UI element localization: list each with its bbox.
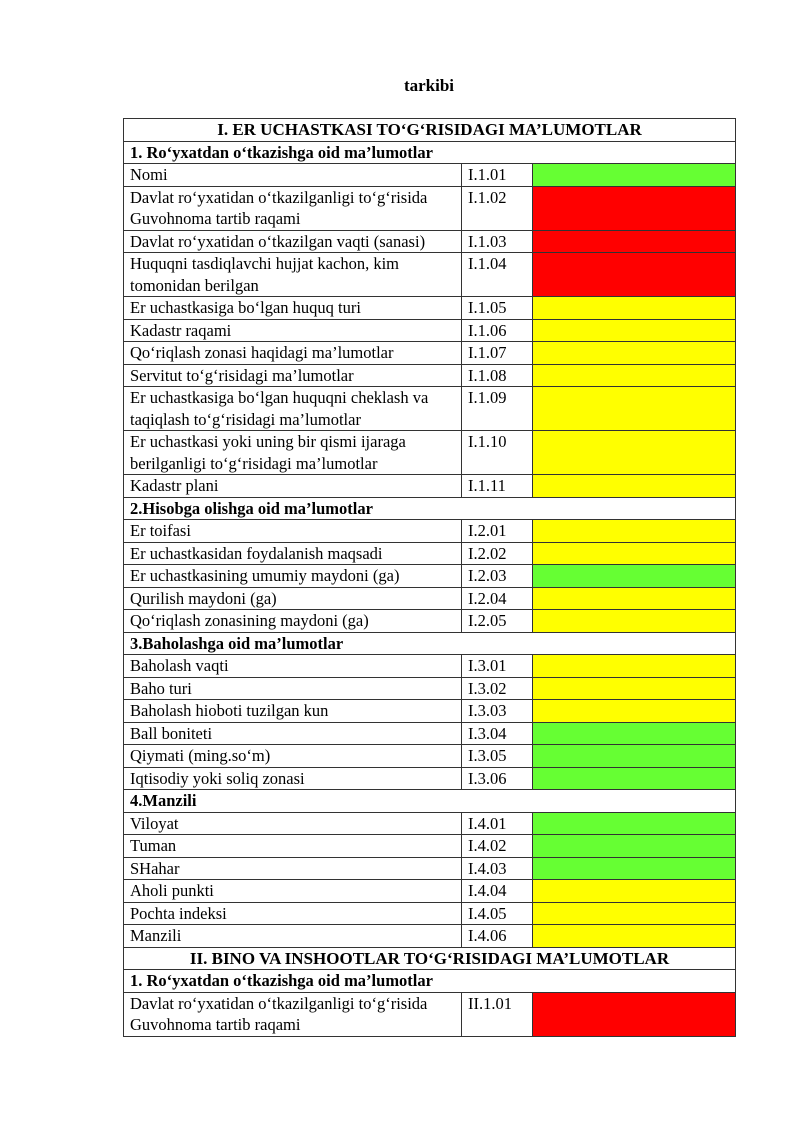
table-row bbox=[124, 610, 736, 633]
table-body bbox=[124, 119, 736, 1037]
section-heading: 3.Baholashga oid ma’lumotlar bbox=[124, 632, 736, 655]
field-name: Er uchastkasining umumiy maydoni (ga) bbox=[124, 565, 462, 588]
field-code: I.1.07 bbox=[462, 342, 533, 365]
table-row bbox=[124, 565, 736, 588]
status-color-cell bbox=[533, 364, 736, 387]
field-name: Qo‘riqlash zonasi haqidagi ma’lumotlar bbox=[124, 342, 462, 365]
section-heading-row bbox=[124, 970, 736, 993]
data-fields-table bbox=[123, 118, 736, 1037]
status-color-cell bbox=[533, 700, 736, 723]
status-color-cell bbox=[533, 745, 736, 768]
field-code: I.1.05 bbox=[462, 297, 533, 320]
section-heading: 2.Hisobga olishga oid ma’lumotlar bbox=[124, 497, 736, 520]
field-name: Huquqni tasdiqlavchi hujjat kachon, kim tomonidan berilgan bbox=[124, 253, 462, 297]
section-heading: 1. Ro‘yxatdan o‘tkazishga oid ma’lumotlar bbox=[124, 141, 736, 164]
field-code: I.1.03 bbox=[462, 230, 533, 253]
status-color-cell bbox=[533, 431, 736, 475]
status-color-cell bbox=[533, 655, 736, 678]
status-color-cell bbox=[533, 677, 736, 700]
field-name: Davlat ro‘yxatidan o‘tkazilganligi to‘g‘risida Guvohnoma tartib raqami bbox=[124, 186, 462, 230]
field-code: I.2.03 bbox=[462, 565, 533, 588]
table-row bbox=[124, 992, 736, 1036]
field-name: Er uchastkasidan foydalanish maqsadi bbox=[124, 542, 462, 565]
field-name: Baho turi bbox=[124, 677, 462, 700]
table-row bbox=[124, 319, 736, 342]
part-heading-row bbox=[124, 119, 736, 142]
field-name: Iqtisodiy yoki soliq zonasi bbox=[124, 767, 462, 790]
table-row bbox=[124, 587, 736, 610]
field-code: I.4.02 bbox=[462, 835, 533, 858]
field-name: SHahar bbox=[124, 857, 462, 880]
table-row bbox=[124, 230, 736, 253]
part-heading-row bbox=[124, 947, 736, 970]
section-heading-row bbox=[124, 497, 736, 520]
status-color-cell bbox=[533, 542, 736, 565]
field-name: Ball boniteti bbox=[124, 722, 462, 745]
table-row bbox=[124, 925, 736, 948]
field-code: I.4.01 bbox=[462, 812, 533, 835]
status-color-cell bbox=[533, 587, 736, 610]
field-name: Davlat ro‘yxatidan o‘tkazilgan vaqti (sanasi) bbox=[124, 230, 462, 253]
table-row bbox=[124, 164, 736, 187]
status-color-cell bbox=[533, 812, 736, 835]
field-name: Tuman bbox=[124, 835, 462, 858]
field-name: Baholash hioboti tuzilgan kun bbox=[124, 700, 462, 723]
field-code: I.3.02 bbox=[462, 677, 533, 700]
field-name: Baholash vaqti bbox=[124, 655, 462, 678]
field-code: I.1.06 bbox=[462, 319, 533, 342]
table-row bbox=[124, 745, 736, 768]
field-name: Qo‘riqlash zonasining maydoni (ga) bbox=[124, 610, 462, 633]
field-name: Manzili bbox=[124, 925, 462, 948]
status-color-cell bbox=[533, 767, 736, 790]
section-heading: 4.Manzili bbox=[124, 790, 736, 813]
field-code: I.1.04 bbox=[462, 253, 533, 297]
table-row bbox=[124, 902, 736, 925]
table-row bbox=[124, 767, 736, 790]
field-code: I.4.06 bbox=[462, 925, 533, 948]
field-name: Aholi punkti bbox=[124, 880, 462, 903]
field-name: Qurilish maydoni (ga) bbox=[124, 587, 462, 610]
status-color-cell bbox=[533, 319, 736, 342]
section-heading-row bbox=[124, 141, 736, 164]
field-code: I.4.05 bbox=[462, 902, 533, 925]
table-row bbox=[124, 722, 736, 745]
part-heading: I. ER UCHASTKASI TO‘G‘RISIDAGI MA’LUMOTLAR bbox=[124, 119, 736, 142]
table-row bbox=[124, 880, 736, 903]
status-color-cell bbox=[533, 520, 736, 543]
field-code: I.4.04 bbox=[462, 880, 533, 903]
status-color-cell bbox=[533, 992, 736, 1036]
field-code: I.2.05 bbox=[462, 610, 533, 633]
table-row bbox=[124, 655, 736, 678]
field-code: I.1.01 bbox=[462, 164, 533, 187]
table-row bbox=[124, 677, 736, 700]
table-row bbox=[124, 431, 736, 475]
part-heading: II. BINO VA INSHOOTLAR TO‘G‘RISIDAGI MA’LUMOTLAR bbox=[124, 947, 736, 970]
status-color-cell bbox=[533, 164, 736, 187]
status-color-cell bbox=[533, 610, 736, 633]
field-code: I.2.01 bbox=[462, 520, 533, 543]
field-name: Davlat ro‘yxatidan o‘tkazilganligi to‘g‘risida Guvohnoma tartib raqami bbox=[124, 992, 462, 1036]
status-color-cell bbox=[533, 297, 736, 320]
status-color-cell bbox=[533, 857, 736, 880]
table-row bbox=[124, 297, 736, 320]
field-name: Viloyat bbox=[124, 812, 462, 835]
table-row bbox=[124, 857, 736, 880]
status-color-cell bbox=[533, 475, 736, 498]
section-heading-row bbox=[124, 790, 736, 813]
section-heading-row bbox=[124, 632, 736, 655]
field-name: Er toifasi bbox=[124, 520, 462, 543]
table-row bbox=[124, 812, 736, 835]
status-color-cell bbox=[533, 342, 736, 365]
status-color-cell bbox=[533, 565, 736, 588]
field-code: I.3.01 bbox=[462, 655, 533, 678]
field-name: Er uchastkasi yoki uning bir qismi ijaraga berilganligi to‘g‘risidagi ma’lumotlar bbox=[124, 431, 462, 475]
table-row bbox=[124, 342, 736, 365]
table-row bbox=[124, 186, 736, 230]
page-title: tarkibi bbox=[403, 76, 455, 95]
field-code: I.3.06 bbox=[462, 767, 533, 790]
table-row bbox=[124, 253, 736, 297]
status-color-cell bbox=[533, 253, 736, 297]
table-row bbox=[124, 520, 736, 543]
field-name: Nomi bbox=[124, 164, 462, 187]
field-name: Kadastr raqami bbox=[124, 319, 462, 342]
status-color-cell bbox=[533, 230, 736, 253]
table-row bbox=[124, 835, 736, 858]
table-row bbox=[124, 542, 736, 565]
status-color-cell bbox=[533, 925, 736, 948]
status-color-cell bbox=[533, 902, 736, 925]
field-name: Kadastr plani bbox=[124, 475, 462, 498]
field-code: I.2.02 bbox=[462, 542, 533, 565]
status-color-cell bbox=[533, 722, 736, 745]
field-code: I.1.08 bbox=[462, 364, 533, 387]
field-code: I.1.11 bbox=[462, 475, 533, 498]
field-code: I.1.10 bbox=[462, 431, 533, 475]
field-name: Pochta indeksi bbox=[124, 902, 462, 925]
field-name: Servitut to‘g‘risidagi ma’lumotlar bbox=[124, 364, 462, 387]
status-color-cell bbox=[533, 880, 736, 903]
field-code: I.2.04 bbox=[462, 587, 533, 610]
field-name: Er uchastkasiga bo‘lgan huquqni cheklash va taqiqlash to‘g‘risidagi ma’lumotlar bbox=[124, 387, 462, 431]
field-code: I.1.02 bbox=[462, 186, 533, 230]
field-code: I.4.03 bbox=[462, 857, 533, 880]
field-name: Er uchastkasiga bo‘lgan huquq turi bbox=[124, 297, 462, 320]
status-color-cell bbox=[533, 835, 736, 858]
field-code: II.1.01 bbox=[462, 992, 533, 1036]
table-row bbox=[124, 387, 736, 431]
table-row bbox=[124, 364, 736, 387]
field-code: I.1.09 bbox=[462, 387, 533, 431]
table-row bbox=[124, 700, 736, 723]
status-color-cell bbox=[533, 387, 736, 431]
status-color-cell bbox=[533, 186, 736, 230]
table-row bbox=[124, 475, 736, 498]
field-code: I.3.03 bbox=[462, 700, 533, 723]
field-code: I.3.05 bbox=[462, 745, 533, 768]
section-heading: 1. Ro‘yxatdan o‘tkazishga oid ma’lumotlar bbox=[124, 970, 736, 993]
field-code: I.3.04 bbox=[462, 722, 533, 745]
field-name: Qiymati (ming.so‘m) bbox=[124, 745, 462, 768]
